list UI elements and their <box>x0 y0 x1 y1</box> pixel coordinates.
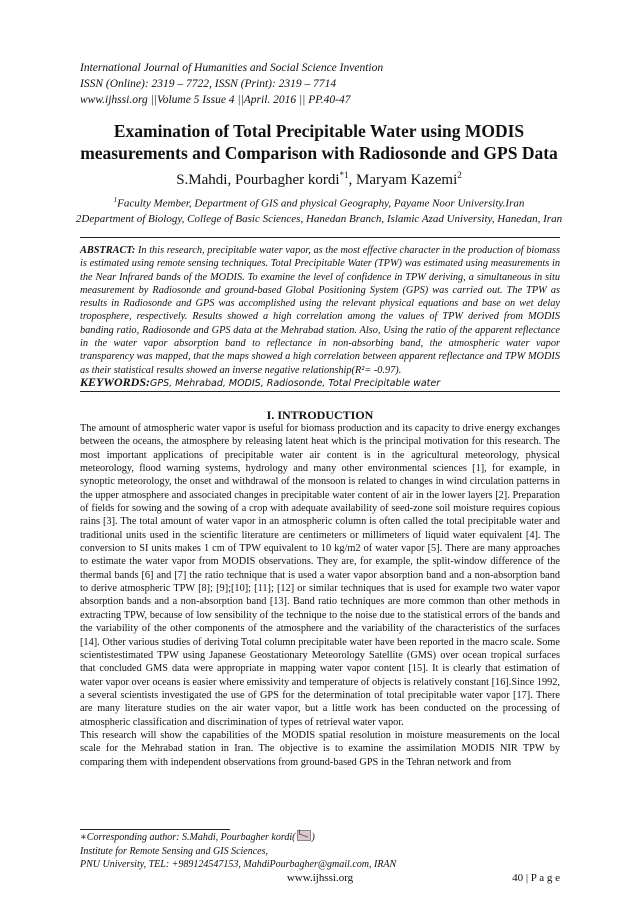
footnote-line-3: PNU University, TEL: +989124547153, MahdiPourbagher@gmail.com, IRAN <box>80 859 397 870</box>
section-heading: I. INTRODUCTION <box>266 408 374 422</box>
journal-volume: www.ijhssi.org ||Volume 5 Issue 4 ||April. 2016 || PP.40-47 <box>80 94 351 106</box>
abstract-label: ABSTRACT: <box>80 245 136 256</box>
author-2: , Maryam Kazemi <box>348 172 458 188</box>
affiliation-1 <box>60 193 578 212</box>
journal-issn: ISSN (Online): 2319 – 7722, ISSN (Print): 2319 – 7714 <box>80 78 337 90</box>
footnote-author: ∗Corresponding author: S.Mahdi, Pourbagher kordi( <box>80 832 296 843</box>
keywords-bottom-rule <box>80 391 560 392</box>
footnote <box>80 830 396 872</box>
footnote-line-2: Institute for Remote Sensing and GIS Sciences, <box>80 845 269 857</box>
title-line-2: measurements and Comparison with Radiosonde and GPS Data <box>80 143 558 163</box>
affiliation-1-text: Faculty Member, Department of GIS and physical Geography, Payame Noor University.Iran <box>117 197 525 210</box>
journal-name: International Journal of Humanities and Social Science Invention <box>80 62 384 74</box>
title-line-1: Examination of Total Precipitable Water using MODIS <box>113 121 525 141</box>
author-list <box>60 170 578 189</box>
footer-site: www.ijhssi.org <box>286 872 354 884</box>
footnote-line-1 <box>80 830 396 845</box>
affiliations <box>60 193 578 227</box>
page-number: 40 | P a g e <box>512 872 560 884</box>
keywords <box>80 375 560 391</box>
author-1-mark: *1 <box>339 170 349 180</box>
abstract-top-rule <box>80 237 560 238</box>
affiliation-1-mark: 1 <box>113 196 118 204</box>
abstract-text: In this research, precipitable water vapor, as the most effective character in the production of biomass is estimated using remote sensing techniques. Total Precipitable Water (TPW) was estimated using measurements in the Near Infrared bands of the MODIS. To examine the level of confidence in TPW deriving, a simultaneous in situ measurement by Radiosonde and ground-based Global Positioning System (GPS) was carried out. The TPW as results in Radiosonde and GPS was accomplished using the relevant physical equations and base on wet delay troposphere, respectively. Results showed a high correlation among the values of TPW derived from MODIS banding ratio, Radiosonde and GPS data at the Mehrabad station. Also, Using the ratio of the apparent reflectance in the water vapor absorption band to reflectance in non-absorbing band, the atmospheric water vapor transparency was mapped, that the maps showed a high correlation between apparent reflectance and TPW MODIS as their statistical results showed an inverse negative relationship(R²= -0.97). <box>80 245 560 376</box>
mail-icon <box>297 830 311 841</box>
paragraph-1: The amount of atmospheric water vapor is useful for biomass production and its capacity to drive energy exchanges between the oceans, the atmosphere by releasing latent heat which is the principal motivation for this research. The most important applications of precipitable water air content is in the agricultural meteorology, physical meteorology, flood warning systems, hydrology and many other environmental sciences [1], for example, in synoptic meteorology, the onset and withdrawal of the monsoon is related to changes in wind circulation patterns in the upper atmosphere and associated changes in precipitable water content of air in the lower layers [2]. Preparation of fields for sowing and the sowing of a crop with adequate availability of seed-zone soil moisture requires copious rains [3]. The total amount of water vapor in an atmospheric column is often called the total precipitable water and traditional units used in the scientific literature are centimeters or millimeters of liquid water equivalent [4]. The conversion to SI units makes 1 cm of TPW equivalent to 10 kg/m2 of water vapor [5]. There are many approaches to estimate the water vapor from MODIS observations. They are, for example, the split-window difference of the thermal bands [6] and [7] the ratio technique that is used a water vapor absorption band and a non-absorption band to derive atmospheric TPW [8]; [9];[10]; [11]; [12] or similar techniques that is used for example two water vapor absorption bands and a non-absorption band [13]. Band ratio techniques are more common than other methods in extracting TPW, because of low sensibility of the technique to the noise due to the statistical errors of the bands and the variability of the other components of the atmosphere and the variability of the characteristics of the surfaces [14]. Other various studies of deriving Total column precipitable water have been reported in the macro scale. Some scientistestimated TPW using Japanese Geostationary Meteorology Satellite (GMS) over ocean tropical surfaces that concluded GMS data were appropriate in mapping water vapor content [15]. It is clearly that estimation of water vapor over oceans is easier where emissivity and temperature of objects is relatively constant [16].Since 1992, a several scientists investigated the use of GPS for the determination of total precipitable water vapor [17]. There are many literature studies on the air water vapor, but a little work has been conducted on the processing of atmospheric classification and discrimination of types of retrieval water vapor. <box>80 423 560 728</box>
affiliation-2: 2Department of Biology, College of Basic Sciences, Hanedan Branch, Islamic Azad University, Hanedan, Iran <box>75 212 563 225</box>
paragraph-2: This research will show the capabilities of the MODIS spatial resolution in moisture measurements on the local scale for the Mehrabad station in Iran. The objective is to examine the assimilation MODIS NIR TPW by comparing them with independent observations from ground-based GPS in the Tehran network and from <box>80 729 560 768</box>
author-1: S.Mahdi, Pourbagher kordi <box>176 172 340 188</box>
author-2-mark: 2 <box>457 170 462 180</box>
paper-title <box>60 120 578 164</box>
keywords-value: GPS, Mehrabad, MODIS, Radiosonde, Total Precipitable water <box>150 378 441 389</box>
footnote-close: ) <box>311 832 315 843</box>
abstract <box>80 244 560 377</box>
body-text <box>80 422 560 769</box>
keywords-label: KEYWORDS: <box>80 375 151 389</box>
journal-header <box>80 60 383 108</box>
